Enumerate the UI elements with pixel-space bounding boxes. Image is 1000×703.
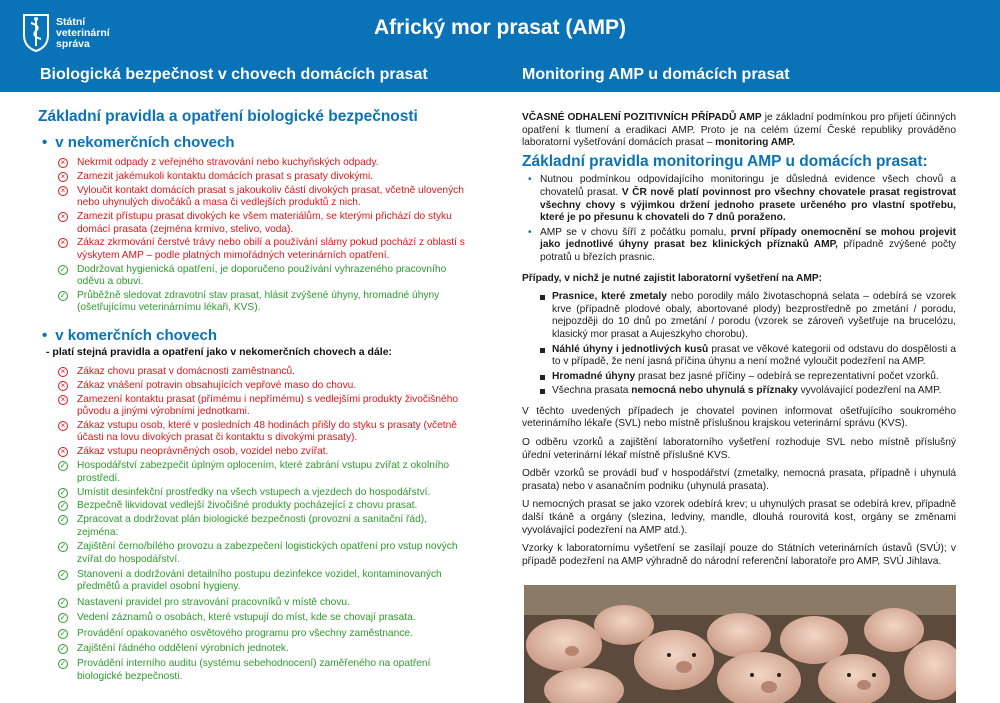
rule-item bbox=[56, 171, 470, 183]
rule-text: Zamezit jakémukoli kontaktu domácích prasat s prasaty divokými. bbox=[77, 170, 374, 182]
x-circle-icon: × bbox=[58, 158, 68, 168]
check-circle-icon: ✓ bbox=[59, 628, 67, 638]
section-title: Základní pravidla a opatření biologické bezpečnosti bbox=[38, 108, 418, 125]
non-commercial-heading: • v nekomerčních chovech bbox=[42, 134, 235, 151]
check-circle-icon: ✓ bbox=[59, 487, 67, 497]
check-circle-icon: ✓ bbox=[59, 542, 67, 552]
rule-item bbox=[56, 394, 470, 419]
rule-text: Průběžně sledovat zdravotní stav prasat, hlásit zvýšené úhyny, hromadné úhyny (ošetřujícímu veterinárnímu lékaři, KVS). bbox=[77, 290, 440, 314]
rule-text: Vyloučit kontakt domácích prasat s jakoukoliv částí divokých prasat, včetně ulovených nebo uhynulých divočáků a masa či vedlejších produktů z nich. bbox=[77, 184, 464, 209]
biosecurity-column bbox=[38, 108, 470, 686]
rule-item bbox=[56, 460, 470, 485]
header-bar bbox=[0, 0, 1000, 92]
rule-item bbox=[56, 487, 470, 499]
rule-item bbox=[56, 264, 470, 289]
rule-text: Hospodářství zabezpečit úplným oplocením, které zabrání vstupu zvířat z okolního prostředí. bbox=[77, 460, 450, 484]
intro-paragraph: VČASNÉ ODHALENÍ POZITIVNÍCH PŘÍPADŮ AMP je základní podmínkou pro přijetí účinných opatření k tlumení a eradikaci AMP. Proto je na celém území České republiky prováděno laboratorní vyšetřování domácích prasat – monitoring AMP. bbox=[522, 112, 956, 149]
rule-text: Nekrmit odpady z veřejného stravování nebo kuchyňských odpady. bbox=[77, 157, 379, 168]
rule-text: Bezpečně likvidovat vedlejší živočišné produkty pocházející z chovu prasat. bbox=[77, 500, 418, 512]
rule-text: Umístit desinfekční prostředky na všech vstupech a vjezdech do hospodářství. bbox=[77, 486, 431, 498]
rule-text: Dodržovat hygienická opatření, je doporučeno používání vyhrazeného pracovního oděvu a obuvi. bbox=[77, 263, 447, 288]
rule-item bbox=[56, 597, 470, 609]
non-commercial-rules-list bbox=[56, 157, 470, 315]
list-item: Náhlé úhyny i jednotlivých kusů prasat ve věkové kategorii od odstavu do dospělosti a to v případě, že není jasná příčina úhynu a není možné vyloučit podezření na AMP. bbox=[538, 344, 956, 369]
list-item: Všechna prasata nemocná nebo uhynulá s příznaky vyvolávající podezření na AMP. bbox=[538, 385, 956, 398]
paragraph: Odběr vzorků se provádí buď v hospodářství (zmetalky, nemocná prasata, případně i uhynulá prasata) nebo v asanačním podniku (uhynulá prasata). bbox=[522, 468, 956, 492]
list-item: • AMP se v chovu šíří z počátku pomalu, první případy onemocnění se mohou projevit jako jednotlivé úhyny prasat bez klinických příznaků AMP, případně zvýšené počty potratů u březích prasnic. bbox=[526, 227, 956, 265]
rule-text: Zákaz zkrmování čerstvé trávy nebo obilí a používání slámy pokud pochází z oblastí s výskytem AMP – podle platných mimořádných veterinárních opatření. bbox=[77, 237, 465, 261]
check-circle-icon: ✓ bbox=[59, 569, 67, 579]
rule-text: Zamezení kontaktu prasat (přímému i nepřímému) s vedlejšími produkty živočišného původu a jinými výrobními jednotkami. bbox=[77, 393, 459, 418]
bullet-icon: • bbox=[42, 326, 48, 344]
rule-item bbox=[56, 541, 470, 566]
cases-list bbox=[538, 291, 956, 398]
rule-item bbox=[56, 290, 470, 315]
x-circle-icon: × bbox=[58, 367, 68, 377]
rule-text: Zákaz chovu prasat v domácnosti zaměstnanců. bbox=[77, 365, 296, 377]
paragraph: Vzorky k laboratornímu vyšetření se zasílají pouze do Státních veterinárních ústavů (SVÚ); v případě podezření na AMP výhradně do národní referenční laboratoře pro AMP, SVÚ Jihlava. bbox=[522, 543, 956, 567]
rule-item bbox=[56, 500, 470, 512]
x-circle-icon: × bbox=[58, 172, 68, 182]
commercial-heading: • v komerčních chovech bbox=[42, 326, 217, 344]
rule-text: Provádění interního auditu (systému sebehodnocení) zaměřeného na opatření biologické bezpečnosti. bbox=[77, 658, 431, 682]
rule-text: Zajištění černo/bílého provozu a zabezpečení logistických opatření pro vstup nových zvířat do hospodářství. bbox=[77, 541, 458, 565]
left-column-heading: Biologická bezpečnost v chovech domácích prasat bbox=[40, 66, 428, 83]
check-circle-icon: ✓ bbox=[59, 515, 67, 525]
paragraph: O odběru vzorků a zajištění laboratorního vyšetření rozhoduje SVL nebo místně příslušný úřední veterinární lékař místně příslušné KVS. bbox=[522, 437, 956, 461]
rule-item bbox=[56, 514, 470, 539]
x-circle-icon: × bbox=[58, 421, 68, 431]
rule-text: Zajištění řádného oddělení výrobních jednotek. bbox=[77, 643, 289, 654]
commercial-note: - platí stejná pravidla a opatření jako v nekomerčních chovech a dále: bbox=[46, 345, 393, 358]
x-circle-icon: × bbox=[58, 238, 68, 248]
paragraph: U nemocných prasat se jako vzorek odebírá krev; u uhynulých prasat se odebírá krev, případně další tkáně a orgány (slezina, ledviny, mandle, dlouhá rourovitá kost, orgány se změnami vyvolávající podezření na AMP atd.). bbox=[522, 499, 956, 536]
rule-item bbox=[56, 643, 470, 655]
rule-item bbox=[56, 237, 470, 262]
list-item: Prasnice, které zmetaly nebo porodily málo životaschopná selata – odebírá se vzorek krve (případně plodové obaly, abortované plody) bezprostředně po zmetání / porodu, nejpozději do 10 dnů po zmetání / porodu (vzorek se zároveň vyšetřuje na brucelózu, klasický mor prasat a Aujeszkyho chorobu). bbox=[538, 291, 956, 341]
rule-item bbox=[56, 380, 470, 392]
rule-item bbox=[56, 211, 470, 236]
rule-item bbox=[56, 612, 470, 624]
rule-text: Nastavení pravidel pro stravování pracovníků v místě chovu. bbox=[77, 596, 350, 608]
rule-item bbox=[56, 658, 470, 683]
rule-item bbox=[56, 157, 470, 169]
rule-text: Provádění opakovaného osvětového programu pro všechny zaměstnance. bbox=[77, 627, 413, 639]
list-item: Hromadné úhyny prasat bez jasné příčiny – odebírá se reprezentativní počet vzorků. bbox=[538, 371, 956, 384]
list-item: • Nutnou podmínkou odpovídajícího monitoringu je důsledná evidence všech chovů a chovatelů prasat. V ČR nově platí povinnost pro všechny chovatele prasat registrovat všechny chovy s výjimkou držení jednoho prasete určeného pro vlastní spotřebu, které je po přesunu k chovateli do 7 dnů poraženo. bbox=[526, 174, 956, 224]
rule-text: Zákaz vstupu neoprávněných osob, vozidel nebo zvířat. bbox=[77, 446, 329, 458]
rule-item bbox=[56, 628, 470, 640]
rule-text: Zákaz vstupu osob, které v posledních 48 hodinách přišly do styku s prasaty (včetně účasti na lovu divokých prasat či kontaktu s divokými prasaty). bbox=[77, 420, 457, 444]
logo-text: Státní veterinární správa bbox=[56, 15, 110, 50]
rule-item bbox=[56, 420, 470, 445]
x-circle-icon: × bbox=[58, 381, 68, 391]
x-circle-icon: × bbox=[58, 212, 68, 222]
rule-item bbox=[56, 446, 470, 458]
rule-item bbox=[56, 185, 470, 210]
check-circle-icon: ✓ bbox=[59, 501, 67, 511]
x-circle-icon: × bbox=[58, 186, 68, 196]
x-circle-icon: × bbox=[58, 395, 68, 405]
page-title: Africký mor prasat (AMP) bbox=[373, 16, 627, 39]
rule-text: Stanovení a dodržování detailního postupu dezinfekce vozidel, kontaminovaných předmětů a pravidel osobní hygieny. bbox=[77, 568, 442, 593]
right-column-heading: Monitoring AMP u domácích prasat bbox=[522, 66, 790, 83]
monitoring-rules-list bbox=[526, 174, 956, 264]
paragraph: V těchto uvedených případech je chovatel povinen informovat ošetřujícího soukromého veterinárního lékaře (SVL) nebo místně příslušnou krajskou veterinární správu (KVS). bbox=[522, 405, 956, 430]
check-circle-icon: ✓ bbox=[59, 613, 67, 623]
commercial-rules-list bbox=[56, 366, 470, 539]
monitoring-rules-title: Základní pravidla monitoringu AMP u domácích prasat: bbox=[522, 152, 928, 170]
cases-title: Případy, v nichž je nutné zajistit laboratorní vyšetření na AMP: bbox=[522, 272, 823, 284]
check-circle-icon: ✓ bbox=[59, 644, 67, 653]
check-circle-icon: ✓ bbox=[59, 461, 67, 471]
bullet-icon: • bbox=[42, 134, 48, 151]
biosecurity-plan-list bbox=[56, 541, 470, 683]
pigs-photo bbox=[524, 585, 956, 703]
rule-item bbox=[56, 569, 470, 594]
check-circle-icon: ✓ bbox=[59, 659, 67, 669]
rule-item bbox=[56, 366, 470, 378]
check-circle-icon: ✓ bbox=[59, 291, 67, 301]
check-circle-icon: ✓ bbox=[59, 264, 67, 274]
x-circle-icon: × bbox=[58, 447, 68, 457]
rule-text: Zpracovat a dodržovat plán biologické bezpečnosti (provozní a sanitační řád), zejména: bbox=[77, 514, 427, 538]
check-circle-icon: ✓ bbox=[59, 597, 67, 607]
rule-text: Zamezit přístupu prasat divokých ke všem materiálům, se kterými přichází do styku domácí prasata (zejména krmivo, stelivo, voda). bbox=[77, 211, 452, 235]
rule-text: Zákaz vnášení potravin obsahujících vepřové maso do chovu. bbox=[77, 379, 357, 391]
monitoring-column bbox=[522, 112, 956, 574]
rule-text: Vedení záznamů o osobách, které vstupují do míst, kde se chovají prasata. bbox=[77, 612, 416, 624]
